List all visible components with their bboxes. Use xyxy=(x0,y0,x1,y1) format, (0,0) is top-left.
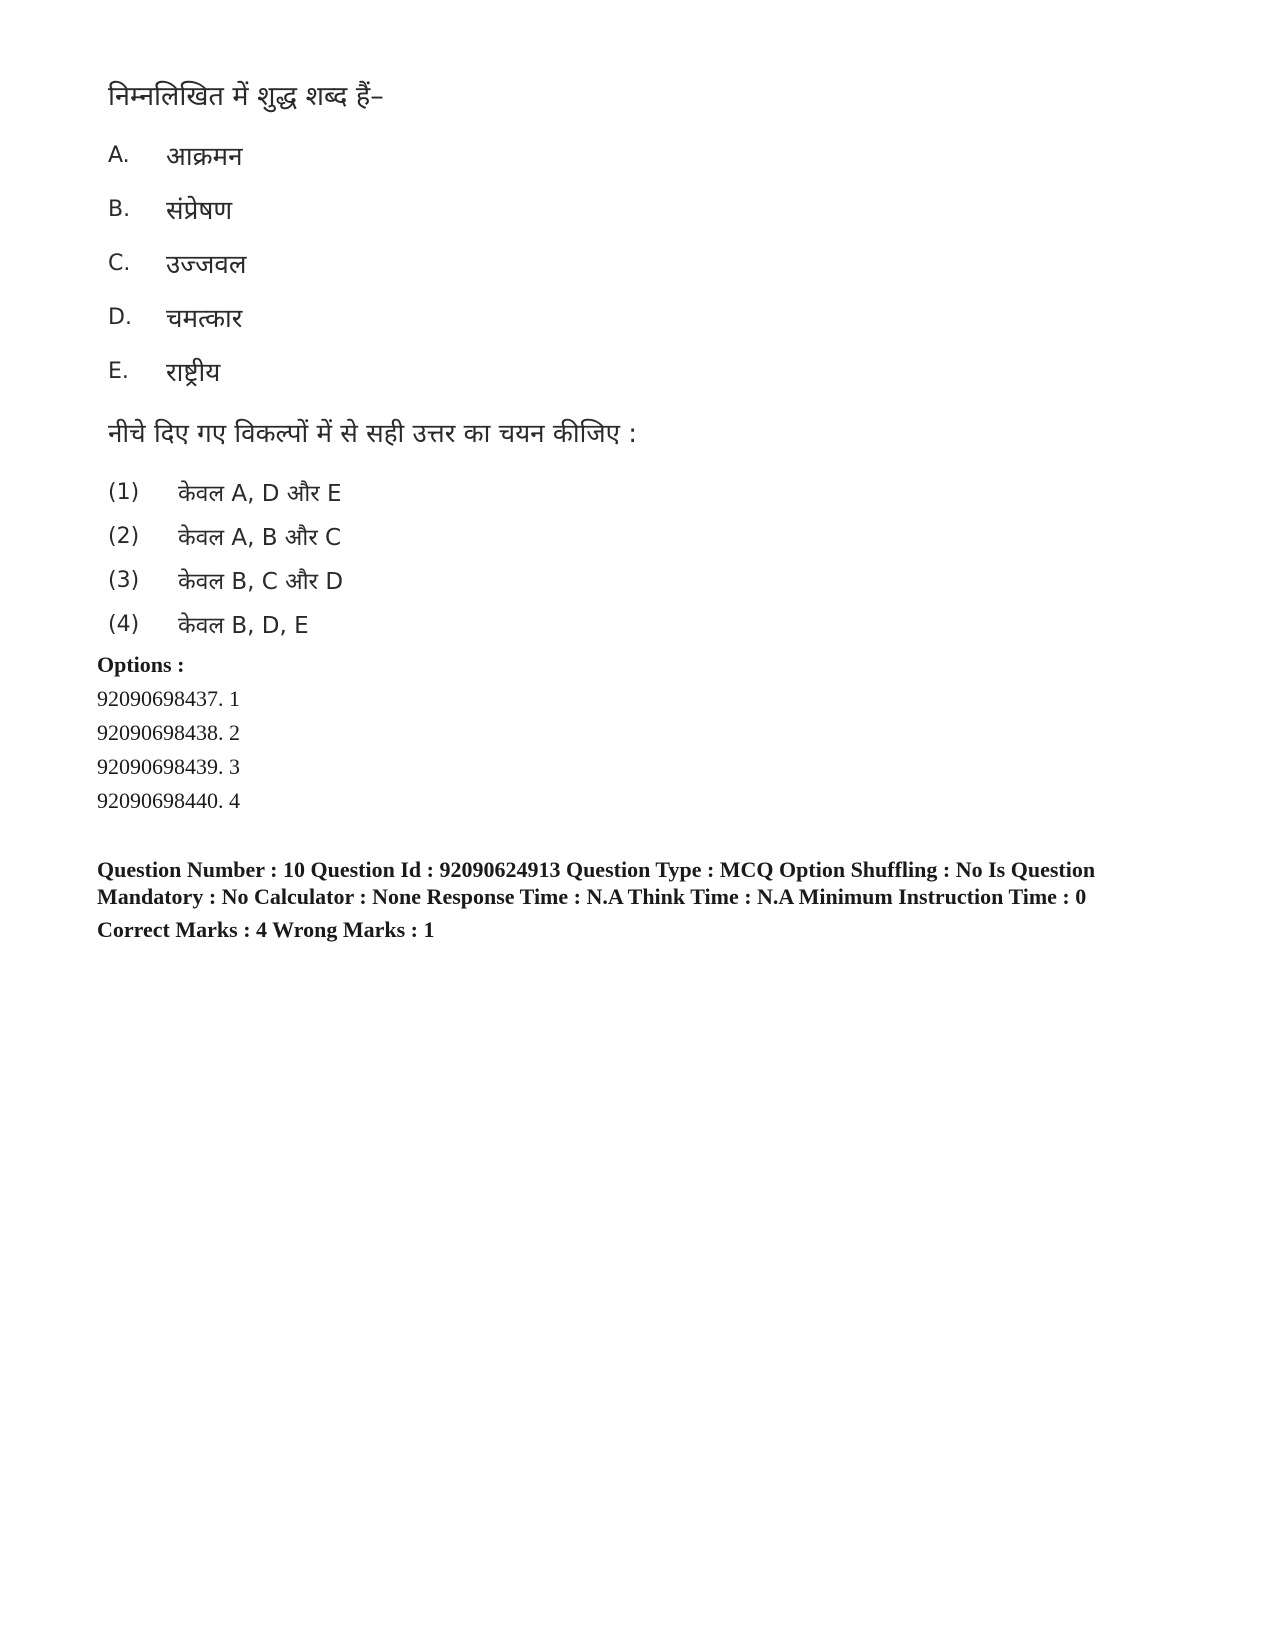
choice-row xyxy=(108,470,668,514)
choice-text: केवल A, D और E xyxy=(178,481,342,507)
marks-info: Correct Marks : 4 Wrong Marks : 1 xyxy=(97,917,435,942)
question-details: Question Number : 10 Question Id : 92090624913 Question Type : MCQ Option Shuffling : No Is Question Mandatory : No Calculator : None Response Time : N.A Think Time : N.A Minimum Instruction Time : 0 xyxy=(97,857,1096,909)
statement-letter: D. xyxy=(108,304,132,330)
option-item: 92090698437. 1 xyxy=(97,686,240,711)
choice-number: (2) xyxy=(108,523,140,549)
statement-letter: B. xyxy=(108,196,131,222)
question-meta xyxy=(97,856,1117,943)
option-item: 92090698438. 2 xyxy=(97,720,240,745)
statement-letter: A. xyxy=(108,142,130,168)
options-heading: Options : xyxy=(97,652,185,677)
option-item: 92090698439. 3 xyxy=(97,754,240,779)
statement-word: आक्रमन xyxy=(166,142,243,172)
choice-text: केवल A, B और C xyxy=(178,525,342,551)
choice-number: (4) xyxy=(108,611,140,637)
question-instruction: नीचे दिए गए विकल्पों में से सही उत्तर का चयन कीजिए : xyxy=(108,419,638,449)
choice-text: केवल B, D, E xyxy=(178,613,309,639)
statement-word: संप्रेषण xyxy=(166,196,233,226)
choice-row xyxy=(108,602,668,646)
choice-number: (1) xyxy=(108,479,140,505)
statement-list xyxy=(108,128,668,398)
choice-row xyxy=(108,514,668,558)
choice-text: केवल B, C और D xyxy=(178,569,344,595)
statement-row xyxy=(108,290,668,344)
option-item: 92090698440. 4 xyxy=(97,788,240,813)
question-stem: निम्नलिखित में शुद्ध शब्द हैं– xyxy=(108,81,384,112)
choice-number: (3) xyxy=(108,567,140,593)
options-block xyxy=(97,648,240,818)
choice-list xyxy=(108,470,668,646)
statement-row xyxy=(108,182,668,236)
statement-row xyxy=(108,344,668,398)
statement-letter: E. xyxy=(108,358,129,384)
statement-word: चमत्कार xyxy=(166,304,243,334)
statement-word: उज्जवल xyxy=(166,250,247,280)
choice-row xyxy=(108,558,668,602)
question-image xyxy=(108,78,668,646)
statement-row xyxy=(108,236,668,290)
statement-word: राष्ट्रीय xyxy=(166,358,221,388)
statement-row xyxy=(108,128,668,182)
statement-letter: C. xyxy=(108,250,131,276)
